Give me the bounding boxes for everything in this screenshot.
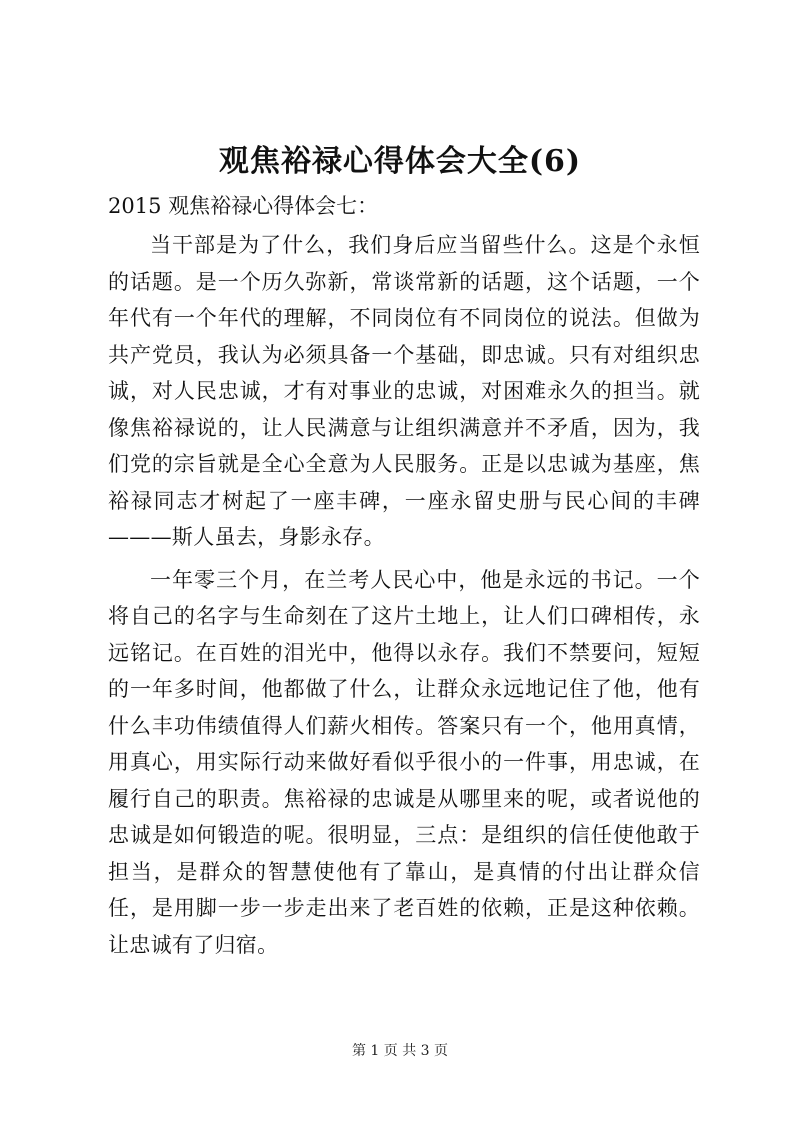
document-title: 观焦裕禄心得体会大全(6) <box>218 144 582 179</box>
body-paragraph-2: 一年零三个月，在兰考人民心中，他是永远的书记。一个将自己的名字与生命刻在了这片土地上，让人们口碑相传，永远铭记。在百姓的泪光中，他得以永存。我们不禁要问，短短的一年多时间，他都做了什么，让群众永远地记住了他，他有什么丰功伟绩值得人们薪火相传。答案只有一个，他用真情，用真心，用实际行动来做好看似乎很小的一件事，用忠诚，在履行自己的职责。焦裕禄的忠诚是从哪里来的呢，或者说他的忠诚是如何锻造的呢。很明显，三点：是组织的信任使他敢于担当，是群众的智慧使他有了靠山，是真情的付出让群众信任，是用脚一步一步走出来了老百姓的依赖，正是这种依赖。让忠诚有了归宿。 <box>108 567 700 957</box>
body-paragraph-1: 当干部是为了什么，我们身后应当留些什么。这是个永恒的话题。是一个历久弥新，常谈常新的话题，这个话题，一个年代有一个年代的理解，不同岗位有不同岗位的说法。但做为共产党员，我认为必须具备一个基础，即忠诚。只有对组织忠诚，对人民忠诚，才有对事业的忠诚，对困难永久的担当。就像焦裕禄说的，让人民满意与让组织满意并不矛盾，因为，我们党的宗旨就是全心全意为人民服务。正是以忠诚为基座，焦裕禄同志才树起了一座丰碑，一座永留史册与民心间的丰碑———斯人虽去，身影永存。 <box>108 233 700 549</box>
document-body <box>108 227 700 969</box>
document-subtitle: 2015 观焦裕禄心得体会七： <box>108 194 379 218</box>
page-footer: 第 1 页 共 3 页 <box>351 1043 449 1059</box>
